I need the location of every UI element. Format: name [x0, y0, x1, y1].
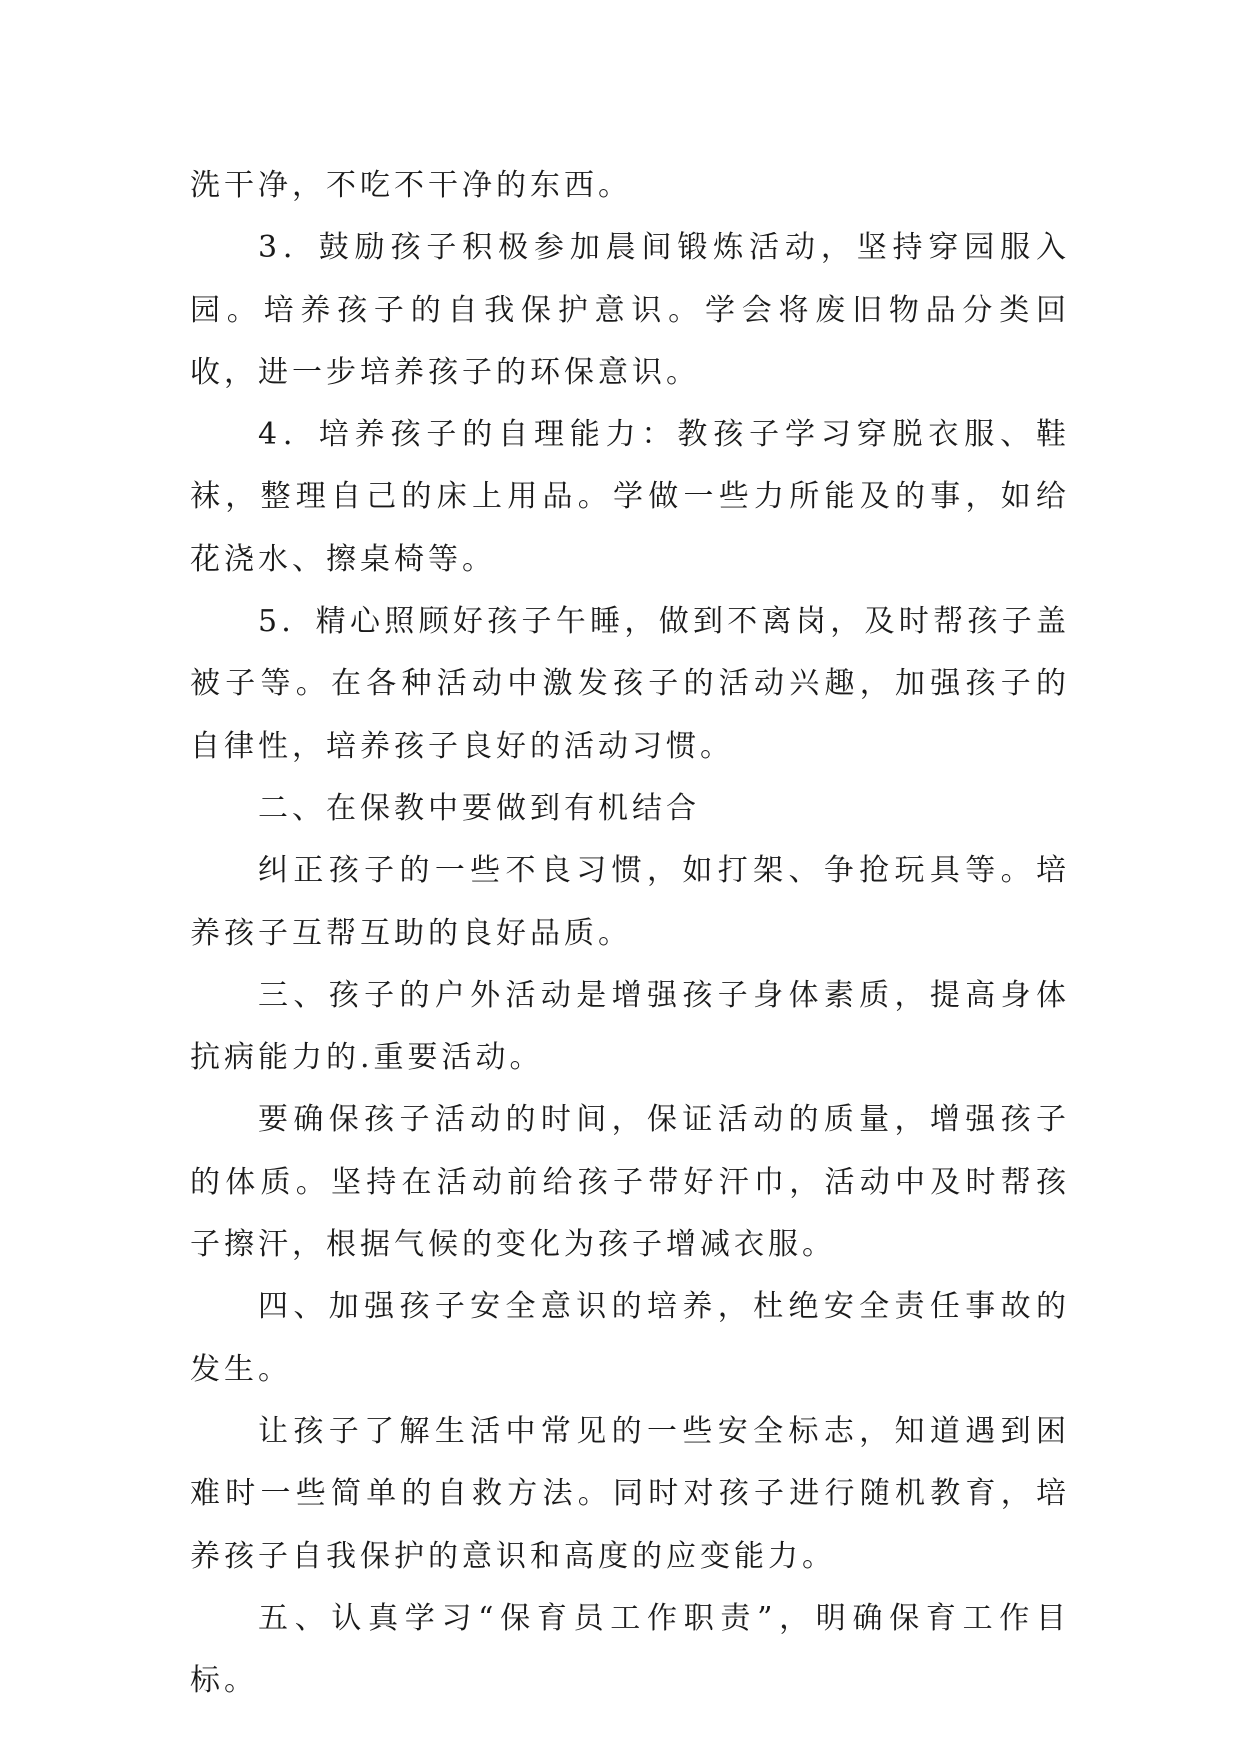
paragraph-item-5: 5．精心照顾好孩子午睡，做到不离岗，及时帮孩子盖被子等。在各种活动中激发孩子的活动兴趣，加强孩子的自律性，培养孩子良好的活动习惯。 — [190, 604, 1070, 764]
paragraph-item-3: 3．鼓励孩子积极参加晨间锻炼活动，坚持穿园服入园。培养孩子的自我保护意识。学会将废旧物品分类回收，进一步培养孩子的环保意识。 — [190, 230, 1070, 390]
section-heading-2: 二、在保教中要做到有机结合 — [258, 790, 700, 826]
paragraph-section-2-body: 纠正孩子的一些不良习惯，如打架、争抢玩具等。培养孩子互帮互助的良好品质。 — [190, 853, 1070, 951]
paragraph-continuation: 洗干净，不吃不干净的东西。 — [190, 168, 632, 203]
paragraph-section-3-body: 要确保孩子活动的时间，保证活动的质量，增强孩子的体质。坚持在活动前给孩子带好汗巾，活动中及时帮孩子擦汗，根据气候的变化为孩子增减衣服。 — [190, 1102, 1070, 1263]
paragraph-item-4: 4．培养孩子的自理能力：教孩子学习穿脱衣服、鞋袜，整理自己的床上用品。学做一些力所能及的事，如给花浇水、擦桌椅等。 — [190, 417, 1070, 577]
section-heading-4: 四、加强孩子安全意识的培养，杜绝安全责任事故的发生。 — [190, 1289, 1070, 1387]
section-heading-3: 三、孩子的户外活动是增强孩子身体素质，提高身体抗病能力的.重要活动。 — [190, 977, 1070, 1076]
document-body — [190, 155, 1070, 1712]
paragraph-section-4-body: 让孩子了解生活中常见的一些安全标志，知道遇到困难时一些简单的自救方法。同时对孩子进行随机教育，培养孩子自我保护的意识和高度的应变能力。 — [190, 1413, 1070, 1574]
section-heading-5: 五、认真学习“保育员工作职责”，明确保育工作目标。 — [190, 1600, 1070, 1699]
